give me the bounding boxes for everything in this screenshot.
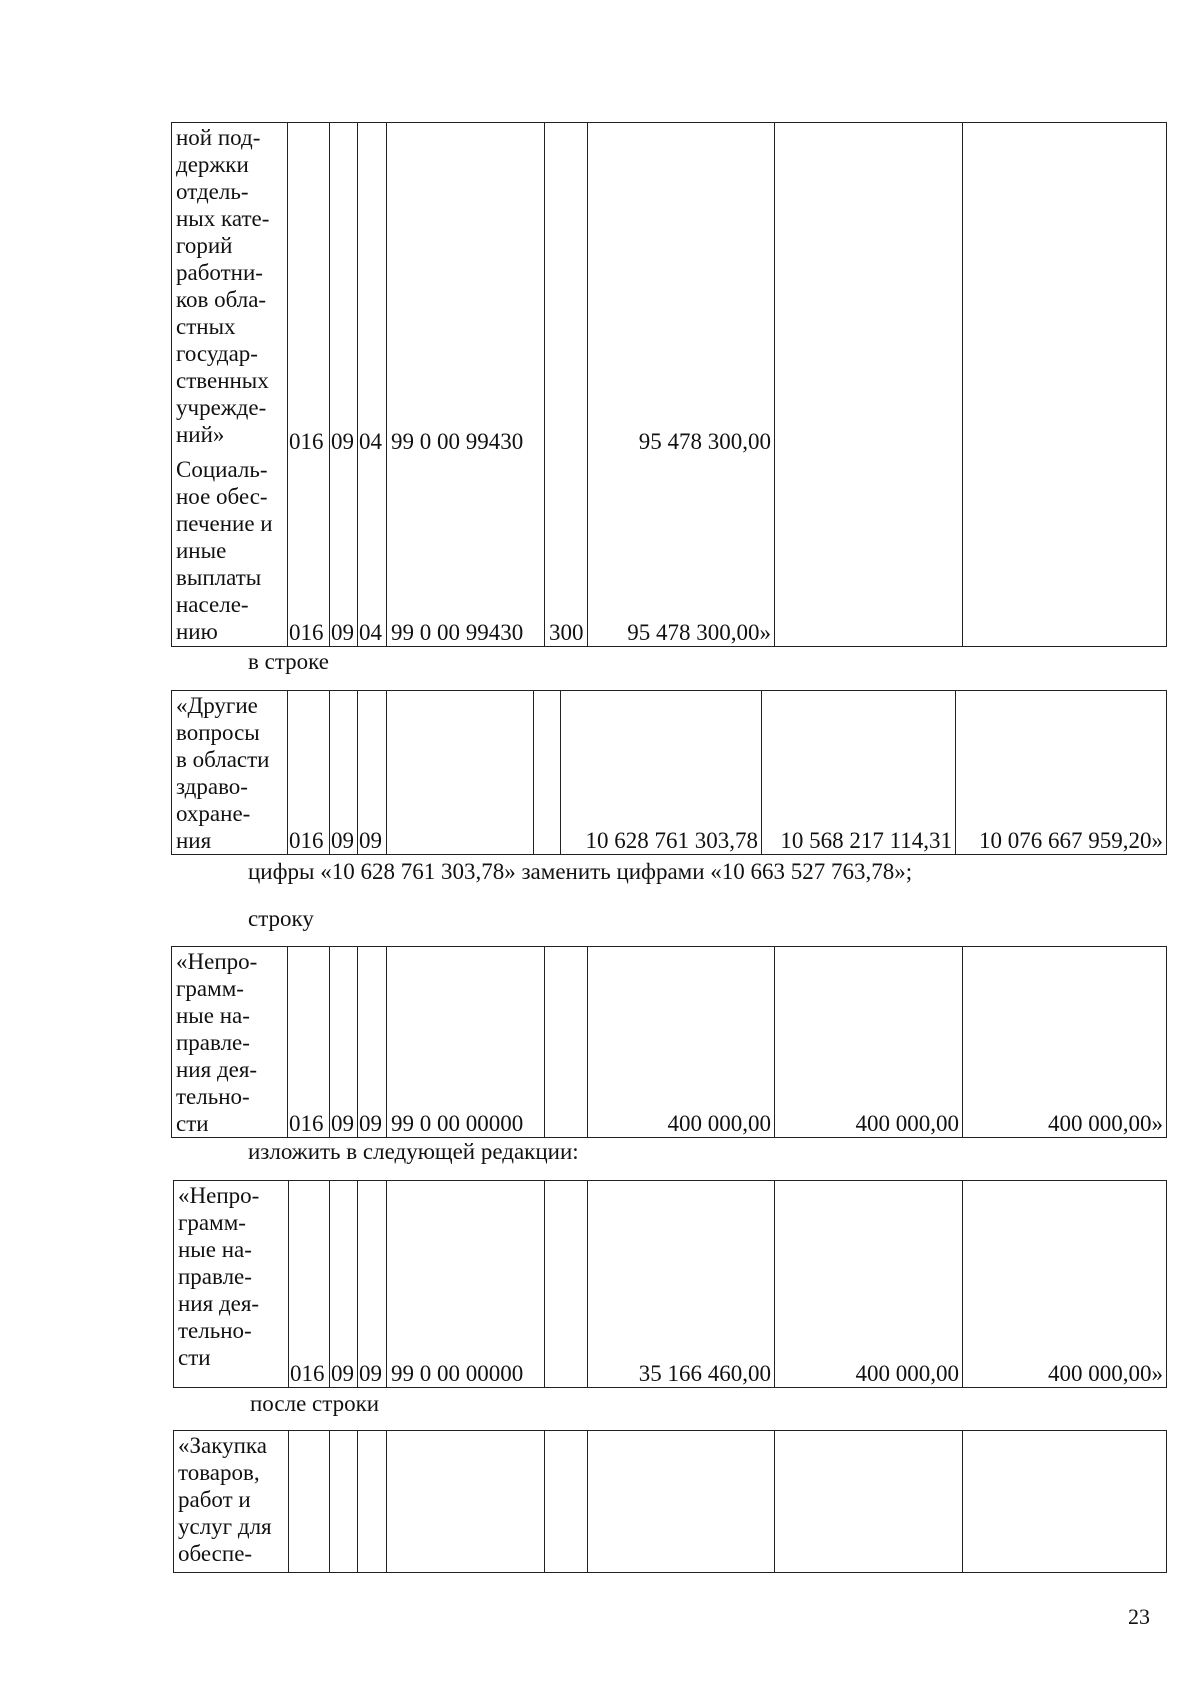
vr-code: 300 [545, 455, 588, 647]
csr-code: 99 0 00 99430 [387, 455, 545, 647]
csr-code: 99 0 00 99430 [387, 123, 545, 455]
row-name: «Закупка товаров, работ и услуг для обеспе- [174, 1431, 289, 1573]
row-name: Социаль- ное обес- печение и иные выплаты населе- нию [172, 455, 288, 647]
row-name: «Непро- грамм- ные на- правле- ния дея- тельно- сти [172, 947, 288, 1138]
row-name: «Другие вопросы в области здраво- охране- ния [172, 691, 288, 855]
table-row [172, 455, 1167, 647]
row-name: «Непро- грамм- ные на- правле- ния дея- тельно- сти [174, 1181, 289, 1388]
table-row [172, 947, 1167, 1138]
vr-code [545, 947, 588, 1138]
csr-code: 99 0 00 00000 [387, 1181, 545, 1388]
table-row [172, 691, 1167, 855]
grbs-code: 016 [288, 947, 330, 1138]
budget-table-1 [171, 122, 1167, 647]
amount-year-2 [775, 123, 963, 455]
pr-code: 04 [358, 455, 387, 647]
rz-code: 09 [330, 1181, 358, 1388]
amount-year-2 [775, 455, 963, 647]
grbs-code: 016 [288, 123, 330, 455]
vr-code [545, 123, 588, 455]
pr-code [358, 1431, 387, 1573]
amount-year-1: 95 478 300,00 [588, 123, 775, 455]
vr-code [545, 1431, 588, 1573]
instruction-text: после строки [250, 1391, 380, 1416]
amount-year-1: 400 000,00 [588, 947, 775, 1138]
amount-year-1: 35 166 460,00 [588, 1181, 775, 1388]
amount-year-1: 10 628 761 303,78 [561, 691, 762, 855]
budget-table-5 [173, 1430, 1167, 1573]
rz-code: 09 [330, 455, 358, 647]
budget-table-2 [171, 690, 1167, 855]
instruction-text: строку [248, 906, 314, 931]
vr-code [545, 1181, 588, 1388]
table-row [174, 1431, 1167, 1573]
amount-year-3 [963, 1431, 1167, 1573]
row-name: ной под- держки отдель- ных кате- горий работни- ков обла- стных государ- ственных учрежде- ний» [172, 123, 288, 455]
instruction-text: цифры «10 628 761 303,78» заменить цифрами «10 663 527 763,78»; [248, 859, 913, 884]
amount-year-3: 400 000,00» [963, 947, 1167, 1138]
rz-code: 09 [330, 123, 358, 455]
pr-code: 09 [358, 691, 387, 855]
amount-year-3: 10 076 667 959,20» [956, 691, 1167, 855]
grbs-code: 016 [289, 1181, 330, 1388]
vr-code [534, 691, 561, 855]
amount-year-3 [963, 455, 1167, 647]
amount-year-2: 400 000,00 [775, 947, 963, 1138]
budget-table-4 [173, 1180, 1167, 1388]
amount-year-1 [588, 1431, 775, 1573]
amount-year-2: 10 568 217 114,31 [762, 691, 956, 855]
grbs-code: 016 [288, 455, 330, 647]
csr-code [387, 691, 534, 855]
pr-code: 09 [358, 1181, 387, 1388]
csr-code [387, 1431, 545, 1573]
budget-table-3 [171, 946, 1167, 1138]
table-row [172, 123, 1167, 455]
instruction-text: изложить в следующей редакции: [248, 1139, 579, 1164]
rz-code: 09 [330, 691, 358, 855]
csr-code: 99 0 00 00000 [387, 947, 545, 1138]
instruction-text: в строке [248, 649, 329, 674]
amount-year-3: 400 000,00» [963, 1181, 1167, 1388]
rz-code [330, 1431, 358, 1573]
rz-code: 09 [330, 947, 358, 1138]
amount-year-2: 400 000,00 [775, 1181, 963, 1388]
page-number: 23 [1128, 1604, 1150, 1629]
amount-year-1: 95 478 300,00» [588, 455, 775, 647]
table-row [174, 1181, 1167, 1388]
grbs-code [289, 1431, 330, 1573]
pr-code: 09 [358, 947, 387, 1138]
amount-year-2 [775, 1431, 963, 1573]
grbs-code: 016 [288, 691, 330, 855]
amount-year-3 [963, 123, 1167, 455]
pr-code: 04 [358, 123, 387, 455]
